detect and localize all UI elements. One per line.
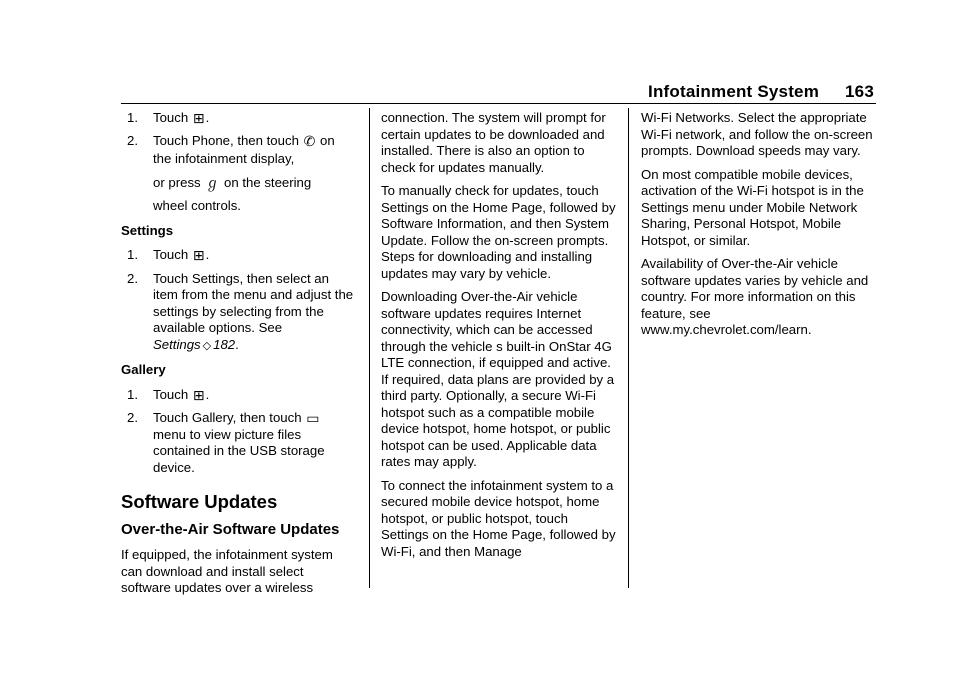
step-text: Touch Settings, then select an item from the menu and adjust the settings by selecting from the available options. See xyxy=(153,270,354,335)
step-punct: . xyxy=(205,386,210,402)
phone-step-1 xyxy=(121,110,357,127)
settings-step-2 xyxy=(121,271,357,355)
gallery-step-2 xyxy=(121,410,357,476)
gallery-step-1 xyxy=(121,387,357,404)
column-divider-2 xyxy=(628,108,629,588)
settings-step-1 xyxy=(121,247,357,264)
home-icon: ⊞ xyxy=(192,387,205,404)
xref-page[interactable]: 182 xyxy=(213,336,236,352)
paragraph: Availability of Over-the-Air vehicle software updates varies by vehicle and country. For more information on this feature, see www.my.chevrolet.com/learn. xyxy=(641,256,869,337)
step-number: 1. xyxy=(127,386,138,402)
step-number: 2. xyxy=(127,270,138,286)
phone-step-2-line-2: the infotainment display, xyxy=(153,151,295,166)
step-punct: . xyxy=(235,336,239,352)
step-text: on xyxy=(319,132,335,148)
xref-arrow-icon: ◇ xyxy=(202,338,212,352)
step-number: 1. xyxy=(127,247,138,262)
step-text: Touch xyxy=(153,110,189,125)
step-number: 2. xyxy=(127,410,138,425)
paragraph: connection. The system will prompt for certain updates to be downloaded and installed. There is also an option to check for updates manually. xyxy=(381,110,606,175)
settings-xref-link[interactable]: Settings xyxy=(153,336,201,352)
step-punct: . xyxy=(205,110,210,125)
paragraph: To manually check for updates, touch Settings on the Home Page, followed by Software Information, and then System Update. Follow the on-screen prompts. Steps for downloading and installing updates may vary by vehicle. xyxy=(381,183,616,281)
step-text: menu to view picture files contained in the USB storage device. xyxy=(153,426,325,475)
step-text: on the steering xyxy=(223,174,312,190)
step-punct: . xyxy=(205,247,210,262)
column-1 xyxy=(121,110,357,604)
software-updates-heading: Software Updates xyxy=(121,491,278,512)
step-text: Touch Gallery, then touch xyxy=(153,410,302,425)
section-title: Infotainment System xyxy=(648,82,820,101)
paragraph: To connect the infotainment system to a secured mobile device hotspot, home hotspot, or public hotspot, touch Settings on the Home Page, followed by Wi-Fi, and then Manage xyxy=(381,477,616,559)
ota-paragraph: If equipped, the infotainment system can download and install select software updates over a wireless xyxy=(121,547,333,595)
step-text: Touch Phone, then touch xyxy=(153,132,299,148)
paragraph: Wi-Fi Networks. Select the appropriate Wi-Fi network, and follow the on-screen prompts. Download speeds may vary. xyxy=(641,110,873,158)
paragraph: On most compatible mobile devices, activation of the Wi-Fi hotspot is in the Settings menu under Mobile Network Sharing, Personal Hotspot, Mobile Hotspot, or similar. xyxy=(641,166,864,248)
column-3 xyxy=(641,110,879,346)
paragraph: Downloading Over-the-Air vehicle software updates requires Internet connectivity, which can be accessed through the vehicle s built-in OnStar 4G LTE connection, if equipped and active. If required, data plans are provided by a third party. Optionally, a secure Wi-Fi hotspot such as a compatible mobile device hotspot, home hotspot, or public hotspot can be used. Applicable data rates may apply. xyxy=(381,289,615,469)
step-number: 2. xyxy=(127,132,138,148)
step-text: Touch xyxy=(153,386,189,402)
folder-icon: ▭ xyxy=(306,411,320,427)
column-2 xyxy=(381,110,619,567)
gallery-heading: Gallery xyxy=(121,362,166,377)
home-icon: ⊞ xyxy=(192,111,205,127)
phone-icon: ✆ xyxy=(303,133,316,150)
step-number: 1. xyxy=(127,110,138,125)
column-divider-1 xyxy=(369,108,370,588)
home-icon: ⊞ xyxy=(192,248,205,264)
step-text: or press xyxy=(153,174,201,190)
page-header xyxy=(648,82,874,102)
settings-heading: Settings xyxy=(121,222,174,238)
phone-step-2-line-4: wheel controls. xyxy=(153,198,241,213)
phone-step-2-line-3 xyxy=(121,175,357,192)
page-number: 163 xyxy=(845,82,874,101)
ota-heading: Over-the-Air Software Updates xyxy=(121,521,340,538)
voice-icon: ℊ xyxy=(205,175,220,192)
step-text: Touch xyxy=(153,247,189,262)
header-rule xyxy=(121,103,876,104)
phone-step-2 xyxy=(121,133,357,150)
